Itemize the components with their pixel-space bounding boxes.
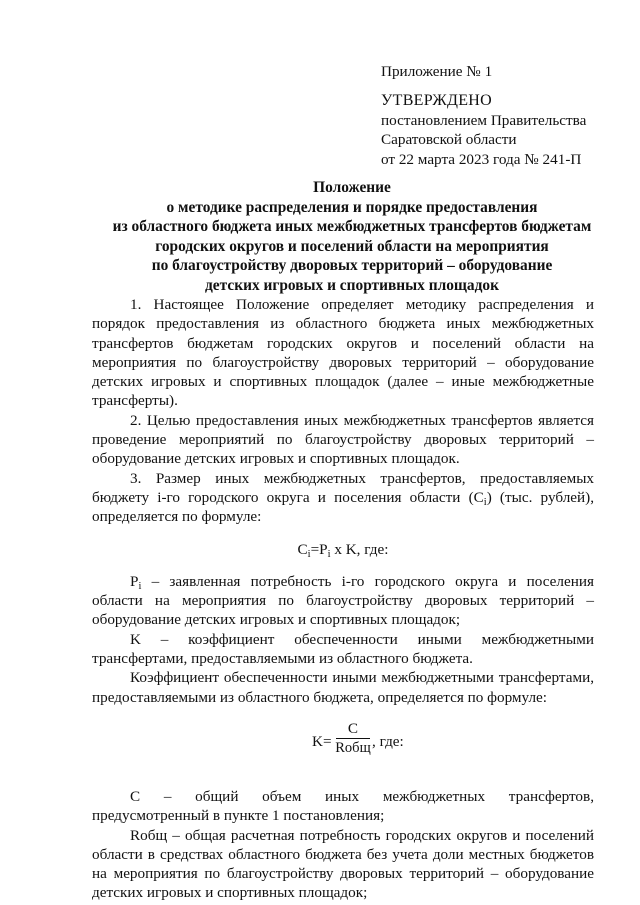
subscript: i bbox=[138, 580, 142, 592]
approved-line: от 22 марта 2023 года № 241-П bbox=[381, 150, 582, 168]
paragraph-2: 2. Целью предоставления иных межбюджетных трансфертов является проведение мероприятий по благоустройству дворовых территорий – оборудование детских игровых и спортивных площадок. bbox=[92, 411, 594, 468]
approved-line: Саратовской области bbox=[381, 131, 517, 148]
approved-heading: УТВЕРЖДЕНО bbox=[381, 92, 493, 109]
paragraph-5: K – коэффициент обеспеченности иными межбюджетными трансфертами, предоставляемыми из областного бюджета. bbox=[92, 630, 594, 668]
formula-k bbox=[92, 719, 594, 769]
formula-c: C bbox=[297, 540, 308, 558]
approved-line: постановлением Правительства bbox=[381, 111, 587, 129]
title-line: из областного бюджета иных межбюджетных трансфертов бюджетам bbox=[112, 218, 592, 235]
document-title bbox=[60, 178, 640, 295]
paragraph-4 bbox=[92, 572, 594, 630]
formula-k-lhs: K= bbox=[312, 732, 332, 750]
formula-tail: x K, где: bbox=[330, 540, 389, 558]
paragraph-4-text: – заявленная потребность i-го городского округа и поселения области на мероприятия по благоустройству дворовых территорий – оборудование детских игровых и спортивных площадок; bbox=[92, 572, 594, 629]
paragraph-3 bbox=[92, 469, 594, 527]
paragraph-6: Коэффициент обеспеченности иными межбюджетными трансфертами, предоставляемыми из областного бюджета, определяется по формуле: bbox=[92, 669, 594, 706]
paragraph-3-text: 3. Размер иных межбюджетных трансфертов, предоставляемых бюджету i-го городского округа и поселения области (C bbox=[92, 469, 594, 506]
subscript: i bbox=[307, 548, 311, 560]
formula-eq: =P bbox=[310, 540, 328, 558]
appendix-label: Приложение № 1 bbox=[381, 63, 493, 80]
paragraph-8: Rобщ – общая расчетная потребность городских округов и поселений области в средствах областного бюджета без учета доли местных бюджетов на мероприятия по благоустройству дворовых территорий – оборудование детских игровых и спортивных площадок; bbox=[92, 826, 594, 902]
paragraph-3-text-end: ) (тыс. рублей), определяется по формуле: bbox=[92, 488, 594, 526]
title-line: детских игровых и спортивных площадок bbox=[205, 276, 499, 294]
title-line: городских округов и поселений области на мероприятия bbox=[155, 237, 549, 255]
title-line: о методике распределения и порядке предоставления bbox=[166, 198, 538, 216]
fraction bbox=[335, 719, 371, 758]
formula-k-tail: , где: bbox=[372, 732, 404, 750]
paragraph-4-symbol: P bbox=[130, 572, 139, 590]
title-line: по благоустройству дворовых территорий – оборудование bbox=[151, 257, 553, 274]
title-line: Положение bbox=[313, 179, 391, 196]
paragraph-7: C – общий объем иных межбюджетных трансфертов, предусмотренный в пункте 1 постановления; bbox=[92, 787, 594, 825]
paragraph-1: 1. Настоящее Положение определяет методику распределения и порядок предоставления из областного бюджета иных межбюджетных трансфертов бюджетам городских округов и поселений области на мероприятия по благоустройству дворовых территорий – оборудование детских игровых и спортивных площадок (далее – иные межбюджетные трансферты). bbox=[92, 296, 594, 410]
subscript: i bbox=[327, 548, 331, 560]
fraction-numerator: C bbox=[347, 719, 359, 737]
approval-block bbox=[381, 91, 586, 169]
formula-ci bbox=[92, 540, 594, 559]
document-body bbox=[92, 295, 594, 903]
fraction-denominator: Rобщ bbox=[335, 739, 371, 756]
subscript: i bbox=[483, 496, 487, 508]
